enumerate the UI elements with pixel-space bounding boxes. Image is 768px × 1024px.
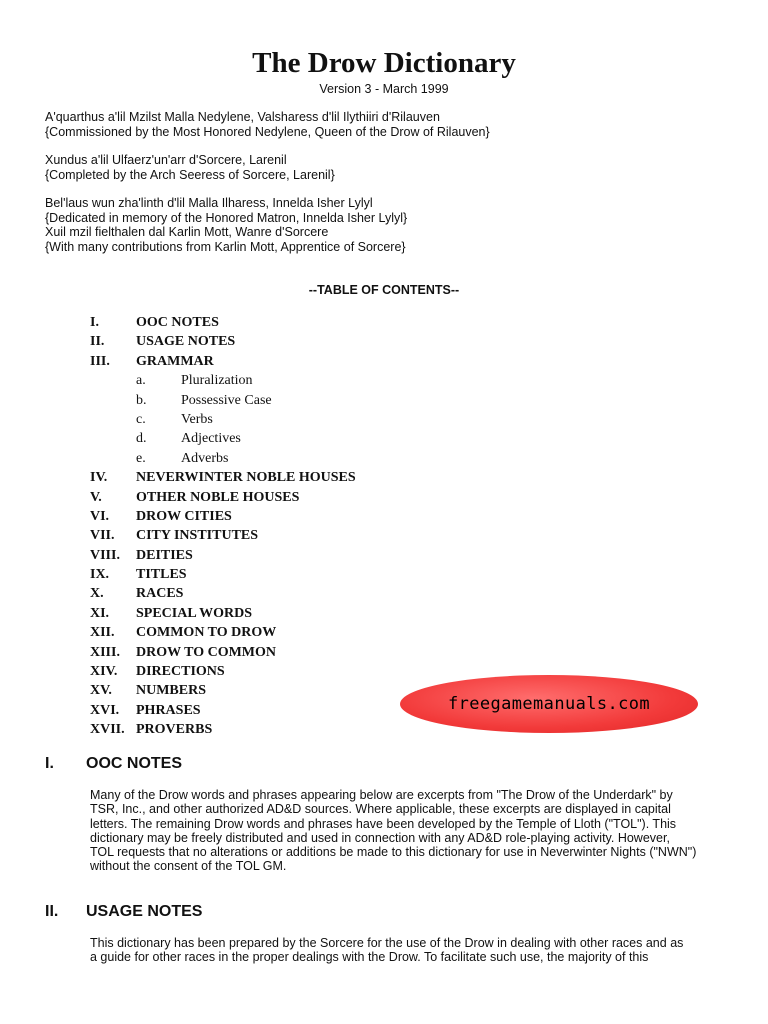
toc-item-number: X. <box>90 586 104 602</box>
toc-item-label: DROW CITIES <box>136 508 232 524</box>
toc-item-number: b. <box>136 392 147 408</box>
toc-item-label: Adjectives <box>181 431 241 447</box>
paragraph-line: TOL requests that no alterations or additions be made to this dictionary for use in Neverwinter Nights ("NWN") <box>90 845 697 860</box>
usage-notes-paragraph <box>90 936 740 965</box>
toc-item-label: Possessive Case <box>181 392 272 408</box>
document-title: The Drow Dictionary <box>252 47 516 79</box>
toc-item-number: VII. <box>90 528 115 544</box>
paragraph-line: without the consent of the TOL GM. <box>90 859 287 874</box>
toc-item-label: COMMON TO DROW <box>136 625 277 641</box>
section-number: II. <box>45 903 59 920</box>
toc-item-number: XI. <box>90 605 110 621</box>
credit-line: {Completed by the Arch Seeress of Sorcere, Larenil} <box>45 167 335 182</box>
toc-item-label: DROW TO COMMON <box>136 644 277 660</box>
watermark-text: freegamemanuals.com <box>447 694 651 714</box>
credit-block-commissioned <box>45 110 490 139</box>
credit-line: A'quarthus a'lil Mzilst Malla Nedylene, Valsharess d'lil Ilythiiri d'Rilauven <box>45 110 440 124</box>
toc-item-number: II. <box>90 334 105 350</box>
toc-item-number: XIII. <box>90 644 120 660</box>
toc-item-label: Adverbs <box>181 450 229 466</box>
section-heading-ooc-notes <box>45 755 182 773</box>
toc-item-number: XVII. <box>90 722 125 738</box>
toc-item-number: VI. <box>90 508 110 524</box>
toc-item-label: TITLES <box>136 567 187 583</box>
toc-item-label: Pluralization <box>181 373 253 389</box>
toc-item-number: XVI. <box>90 702 120 718</box>
toc-item-number: a. <box>136 373 146 389</box>
toc-item-label: USAGE NOTES <box>136 334 236 350</box>
toc-item-number: XV. <box>90 683 112 699</box>
paragraph-line: dictionary may be freely distributed and used in connection with any AD&D role-playing activity. However, <box>90 830 670 845</box>
toc-item-label: Verbs <box>181 411 213 427</box>
credit-line: Xuil mzil fielthalen dal Karlin Mott, Wanre d'Sorcere <box>45 225 329 239</box>
toc-item-number: IX. <box>90 567 110 583</box>
credit-line: {With many contributions from Karlin Mott, Apprentice of Sorcere} <box>45 239 406 254</box>
toc-item-label: DIRECTIONS <box>136 664 225 680</box>
toc-item-number: e. <box>136 450 146 466</box>
toc-item-label: RACES <box>136 586 184 602</box>
toc-item-number: VIII. <box>90 547 120 563</box>
toc-item-number: V. <box>90 489 102 505</box>
toc-item-number: d. <box>136 431 147 447</box>
paragraph-line: Many of the Drow words and phrases appearing below are excerpts from "The Drow of the Underdark" by <box>90 788 673 802</box>
credit-line: {Dedicated in memory of the Honored Matron, Innelda Isher Lylyl} <box>45 210 408 225</box>
section-heading-usage-notes <box>45 903 202 921</box>
toc-item-label: PHRASES <box>136 702 201 718</box>
ooc-notes-paragraph <box>90 788 740 874</box>
toc-item-label: NUMBERS <box>136 683 207 699</box>
toc-item-label: GRAMMAR <box>136 353 214 369</box>
toc-item-label: SPECIAL WORDS <box>136 605 253 621</box>
toc-item-label: DEITIES <box>136 547 193 563</box>
credits <box>45 110 490 268</box>
toc-item-label: OTHER NOBLE HOUSES <box>136 489 300 505</box>
credit-block-dedicated <box>45 196 490 254</box>
watermark-badge[interactable] <box>400 675 698 733</box>
toc-heading: --TABLE OF CONTENTS-- <box>308 283 460 297</box>
toc-item-label: NEVERWINTER NOBLE HOUSES <box>136 470 356 486</box>
section-title: USAGE NOTES <box>86 903 203 920</box>
paragraph-line: TSR, Inc., and other authorized AD&D sources. Where applicable, these excerpts are displayed in capital <box>90 802 671 817</box>
toc-item-number: IV. <box>90 470 108 486</box>
toc-item-number: I. <box>90 315 99 330</box>
credit-block-completed <box>45 153 490 182</box>
credit-line: Bel'laus wun zha'linth d'lil Malla Ilharess, Innelda Isher Lylyl <box>45 196 373 210</box>
toc-item-number: XII. <box>90 625 115 641</box>
toc-item-label: PROVERBS <box>136 722 213 738</box>
credit-line: Xundus a'lil Ulfaerz'un'arr d'Sorcere, Larenil <box>45 153 287 167</box>
toc-item-label: OOC NOTES <box>136 315 219 330</box>
section-title: OOC NOTES <box>86 755 183 772</box>
toc-item-label: CITY INSTITUTES <box>136 528 259 544</box>
paragraph-line: a guide for other races in the proper dealings with the Drow. To facilitate such use, the majority of this <box>90 950 649 965</box>
toc-item-number: c. <box>136 411 146 427</box>
toc-item-number: XIV. <box>90 664 118 680</box>
paragraph-line: This dictionary has been prepared by the Sorcere for the use of the Drow in dealing with other races and as <box>90 936 684 950</box>
document-version: Version 3 - March 1999 <box>319 82 449 96</box>
toc-item-number: III. <box>90 353 110 369</box>
paragraph-line: letters. The remaining Drow words and phrases have been developed by the Temple of Lloth ("TOL"). This <box>90 816 677 831</box>
credit-line: {Commissioned by the Most Honored Nedylene, Queen of the Drow of Rilauven} <box>45 124 490 139</box>
section-number: I. <box>45 755 54 772</box>
